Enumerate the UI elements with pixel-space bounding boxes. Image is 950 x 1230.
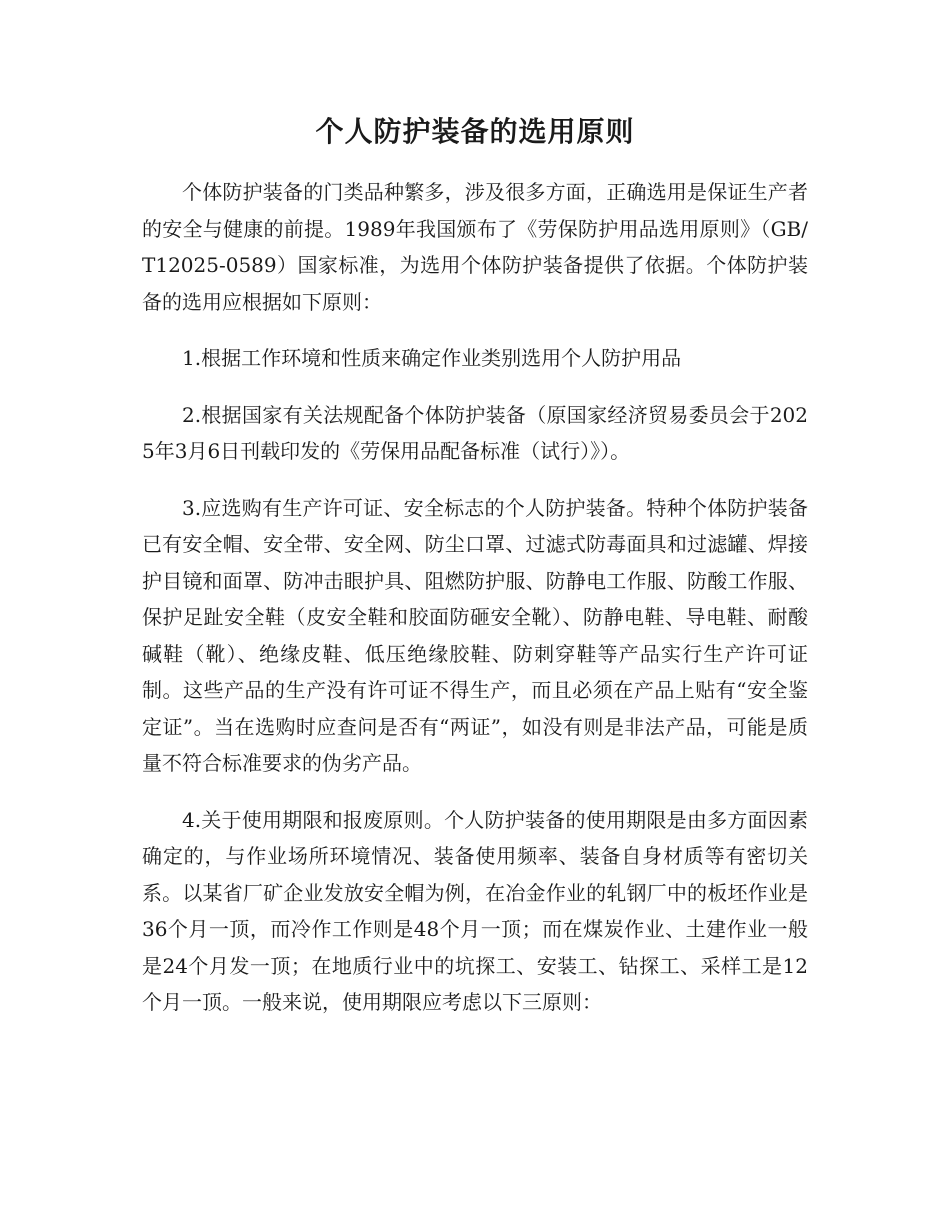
principle-1-paragraph: 1.根据工作环境和性质来确定作业类别选用个人防护用品 [182, 346, 682, 370]
principle-4-paragraph: 4.关于使用期限和报废原则。个人防护装备的使用期限是由多方面因素确定的，与作业场所环境情况、装备使用频率、装备自身材质等有密切关系。以某省厂矿企业发放安全帽为例，在冶金作业的轧钢厂中的板坯作业是36个月一顶，而冷作工作则是48个月一顶；而在煤炭作业、土建作业一般是24个月发一顶；在地质行业中的坑探工、安装工、钻探工、采样工是12个月一顶。一般来说，使用期限应考虑以下三原则： [142, 807, 808, 1014]
document-title: 个人防护装备的选用原则 [315, 115, 635, 148]
principle-3-paragraph: 3.应选购有生产许可证、安全标志的个人防护装备。特种个体防护装备已有安全帽、安全带、安全网、防尘口罩、过滤式防毒面具和过滤罐、焊接护目镜和面罩、防冲击眼护具、阻燃防护服、防静电工作服、防酸工作服、保护足趾安全鞋（皮安全鞋和胶面防砸安全靴）、防静电鞋、导电鞋、耐酸碱鞋（靴）、绝缘皮鞋、低压绝缘胶鞋、防刺穿鞋等产品实行生产许可证制。这些产品的生产没有许可证不得生产，而且必须在产品上贴有“安全鉴定证”。当在选购时应查问是否有“两证”，如没有则是非法产品，可能是质量不符合标准要求的伪劣产品。 [142, 495, 808, 775]
principle-2-paragraph: 2.根据国家有关法规配备个体防护装备（原国家经济贸易委员会于2025年3月6日刊载印发的《劳保用品配备标准（试行）》）。 [142, 402, 808, 463]
intro-paragraph: 个体防护装备的门类品种繁多，涉及很多方面，正确选用是保证生产者的安全与健康的前提。1989年我国颁布了《劳保防护用品选用原则》（GB/T12025-0589）国家标准，为选用个体防护装备提供了依据。个体防护装备的选用应根据如下原则： [142, 180, 808, 314]
document-page [142, 112, 808, 1041]
